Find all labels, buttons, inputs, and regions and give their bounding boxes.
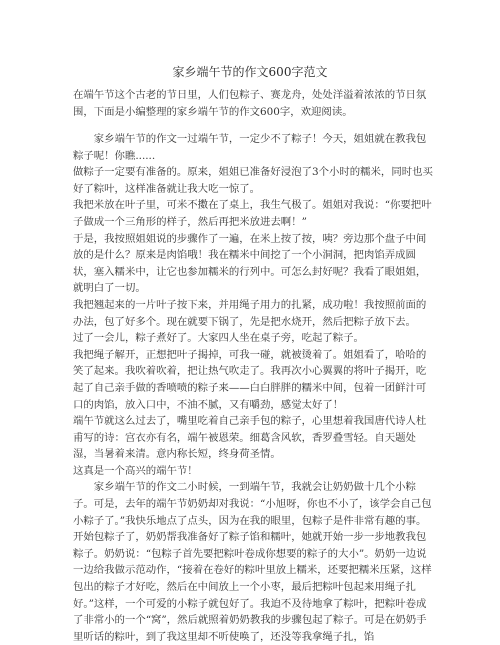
article-intro — [73, 87, 433, 120]
body-paragraph: 端午节就这么过去了，嘴里吃着自己亲手包的粽子，心里想着我国唐代诗人杜甫写的诗：宫衣亦有名，端午被恩荣。细葛含风软，香罗叠雪轻。自天题处湿，当暑着来清。意内称长短，终身荷圣情。 — [73, 415, 427, 461]
intro-paragraph: 在端午节这个古老的节日里，人们包粽子、赛龙舟，处处洋溢着浓浓的节日氛围，下面是小编整理的家乡端午节的作文600字，欢迎阅读。 — [73, 89, 427, 118]
body-paragraph: 开始包粽子了，奶奶帮我准备好了粽子馅和糯叶，她就开始一步一步地教我包粽子。奶奶说：“包粽子首先要把粽叶卷成你想要的粽子的大小”。奶奶一边说一边给我做示范动作，“接着在卷好的粽叶里放上糯米，还要把糯米压紧，这样包出的粽子才好吃，然后在中间放上一个小枣，最后把粽叶包起来用绳子扎好。”这样，一个可爱的小粽子就包好了。我迫不及待地拿了粽叶，把粽叶卷成了非常小的一个“窝”，然后就照着奶奶教我的步骤包起了粽子。可是在奶奶手里听话的粽叶，到了我这里却不听使唤了，还没等我拿绳子扎，馅 — [73, 531, 432, 643]
body-paragraph: 于是，我按照姐姐说的步骤作了一遍，在米上按了按，咦？旁边那个盘子中间放的是什么？原来是肉馅哦！我在糯米中间挖了一个小洞洞，把肉馅弄成圆状，塞入糯米中，让它也参加糯米的行列中。可怎么封好呢？我看了眼姐姐，就明白了一切。 — [73, 232, 427, 295]
body-paragraph: 做粽子一定要有准备的。原来，姐姐已准备好浸泡了3个小时的糯米，同时也买好了粽叶，这样准备就让我大吃一惊了。 — [73, 166, 433, 195]
article-title: 家乡端午节的作文600字范文 — [172, 65, 328, 79]
body-paragraph: 我把绳子解开，正想把叶子揭掉，可我一碰，就被烫着了。姐姐看了，哈哈的笑了起来。我吹着吹着，把让热气吹走了。我再次小心翼翼的将叶子揭开，吃起了自己亲手做的香喷喷的粽子来——白白胖胖的糯米中间，包着一团鲜汁可口的肉馅，放入口中，不油不腻，又有嚼劲，感觉太好了！ — [73, 348, 427, 411]
body-paragraph: 我把翘起来的一片叶子按下来，并用绳子用力的扎紧，成功啦！我按照前面的办法，包了好多个。现在就要下锅了，先是把水烧开，然后把粽子放下去。 — [73, 298, 427, 328]
body-paragraph: 这真是一个高兴的端午节！ — [73, 464, 198, 477]
body-paragraph: 家乡端午节的作文一过端午节，一定少不了粽子！今天，姐姐就在教我包粽子呢！你瞧...... — [73, 133, 427, 162]
body-paragraph: 我把米放在叶子里，可米不擞在了桌上，我生气极了。姐姐对我说：“你要把叶子做成一个三角形的样子，然后再把米放进去啊！” — [73, 199, 432, 228]
body-paragraph: 家乡端午节的作文二小时候，一到端午节，我就会让奶奶做十几个小粽子。可是，去年的端午节奶奶却对我说：“小旭呀，你也不小了，该学会自己包小粽子了。”我快乐地点了点头，因为在我的眼里，包粽子是件非常有趣的事。 — [73, 481, 432, 527]
body-paragraph: 过了一会儿，粽子煮好了。大家四人坐在桌子旁，吃起了粽子。 — [73, 332, 364, 345]
article-body — [73, 131, 433, 645]
